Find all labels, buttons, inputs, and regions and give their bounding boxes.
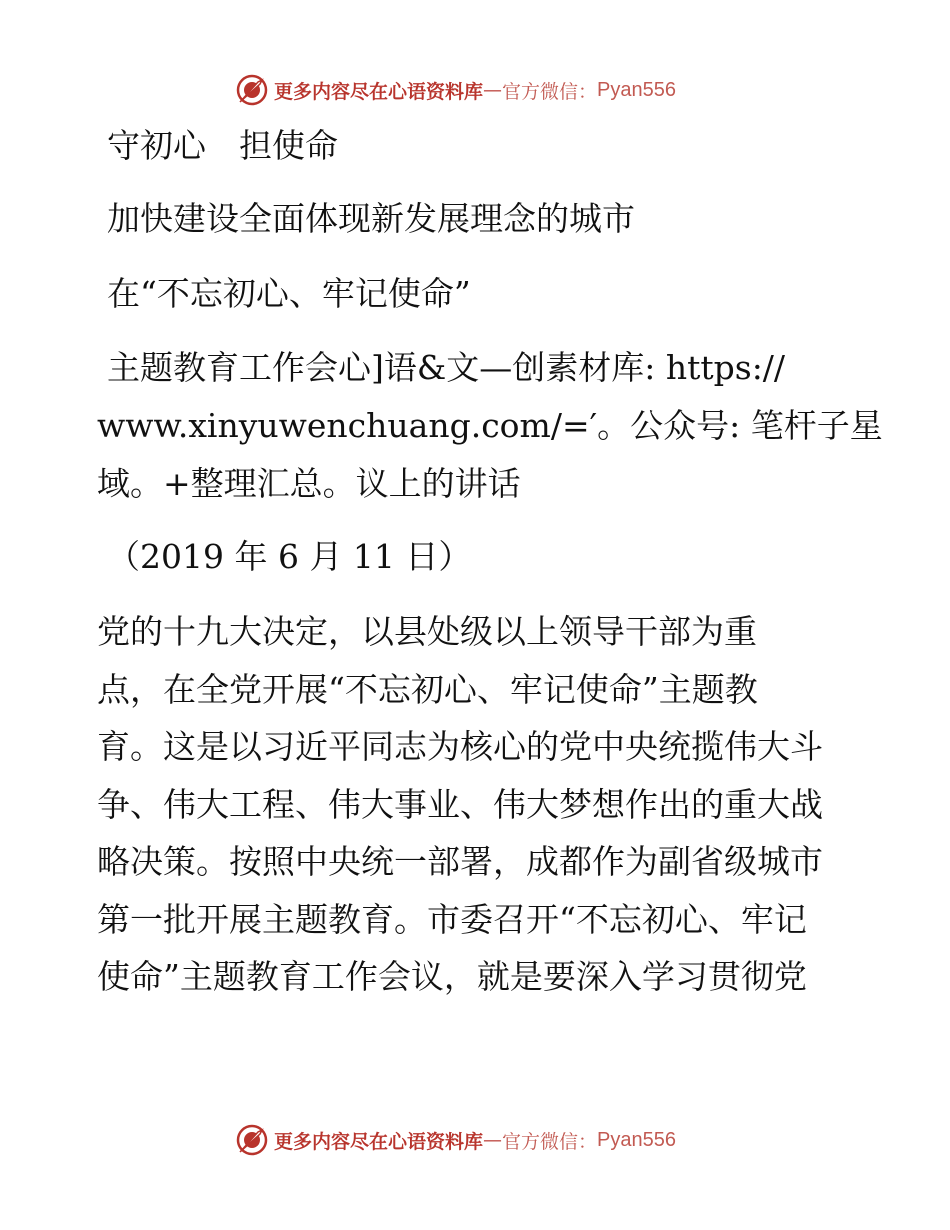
body-line: 略决策。按照中央统一部署，成都作为副省级城市 <box>97 842 823 881</box>
watermark-wechat-label: 官方微信： <box>502 80 598 103</box>
watermark-main-text: 更多内容尽在心语资料库 <box>274 80 484 103</box>
title-line-3: 在“不忘初心、牢记使命” <box>107 274 471 313</box>
watermark-wechat-id: Pyan556 <box>597 78 676 101</box>
body-line: 第一批开展主题教育。市委召开“不忘初心、牢记 <box>97 899 807 939</box>
watermark-main-text: 更多内容尽在心语资料库 <box>274 1130 484 1153</box>
header-watermark <box>236 73 676 107</box>
title-line-1: 守初心 担使命 <box>107 126 338 165</box>
body-line: 党的十九大决定，以县处级以上领导干部为重 <box>97 612 757 651</box>
body-line: 争、伟大工程、伟大事业、伟大梦想作出的重大战 <box>97 784 823 824</box>
body-line: 使命”主题教育工作会议，就是要深入学习贯彻党 <box>97 957 807 996</box>
watermark-dash: — <box>483 1129 503 1151</box>
footer-watermark <box>236 1123 676 1157</box>
quill-logo-icon <box>236 1124 268 1156</box>
watermark-dash: — <box>483 79 503 101</box>
quill-logo-icon <box>236 74 268 106</box>
title-line-4b: www.xinyuwenchuang.com/=′。公众号: 笔杆子星 <box>97 406 883 445</box>
watermark-wechat-id: Pyan556 <box>597 1128 676 1151</box>
title-line-4a: 主题教育工作会心]语&文—创素材库: https:// <box>107 348 786 387</box>
watermark-wechat-label: 官方微信： <box>502 1130 598 1153</box>
body-line: 点，在全党开展“不忘初心、牢记使命”主题教 <box>97 669 758 709</box>
body-line: 育。这是以习近平同志为核心的党中央统揽伟大斗 <box>97 727 823 766</box>
speech-date: （2019 年 6 月 11 日） <box>107 537 472 576</box>
body-paragraph <box>97 603 857 1006</box>
title-line-4c: 域。+整理汇总。议上的讲话 <box>97 464 521 503</box>
title-line-2: 加快建设全面体现新发展理念的城市 <box>107 199 635 238</box>
